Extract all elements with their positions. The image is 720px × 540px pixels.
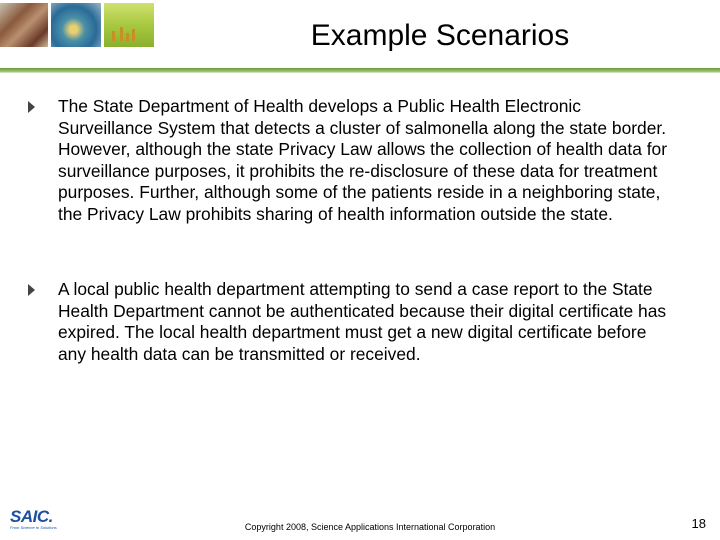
bullet-arrow-icon (28, 101, 35, 113)
header-photo-3 (104, 3, 154, 47)
logo-tagline: From Science to Solutions (10, 525, 57, 530)
bullet-arrow-icon (28, 284, 35, 296)
copyright-text: Copyright 2008, Science Applications International Corporation (244, 522, 496, 532)
header-photo-2 (51, 3, 101, 47)
logo-text: SAIC. (10, 507, 53, 526)
page-number: 18 (691, 516, 706, 531)
bullet-item (28, 96, 678, 225)
slide-title: Example Scenarios (310, 19, 570, 52)
bullet-text: A local public health department attempting to send a case report to the State Health Department cannot be authenticated because their digital certificate has expired. The local health department must get a new digital certificate before any health data can be transmitted or received. (58, 279, 667, 364)
bullet-item (28, 279, 678, 365)
saic-logo (10, 508, 62, 534)
header-photo-1 (0, 3, 48, 47)
title-divider-highlight (0, 72, 720, 73)
bullet-text: The State Department of Health develops a Public Health Electronic Surveillance System that detects a cluster of salmonella along the state border. However, although the state Privacy Law allows the collection of health data for surveillance purposes, it prohibits the re-disclosure of these data for treatment purposes. Further, although some of the patients reside in a neighboring state, the Privacy Law prohibits sharing of health information outside the state. (58, 96, 668, 224)
header-images (0, 0, 156, 52)
